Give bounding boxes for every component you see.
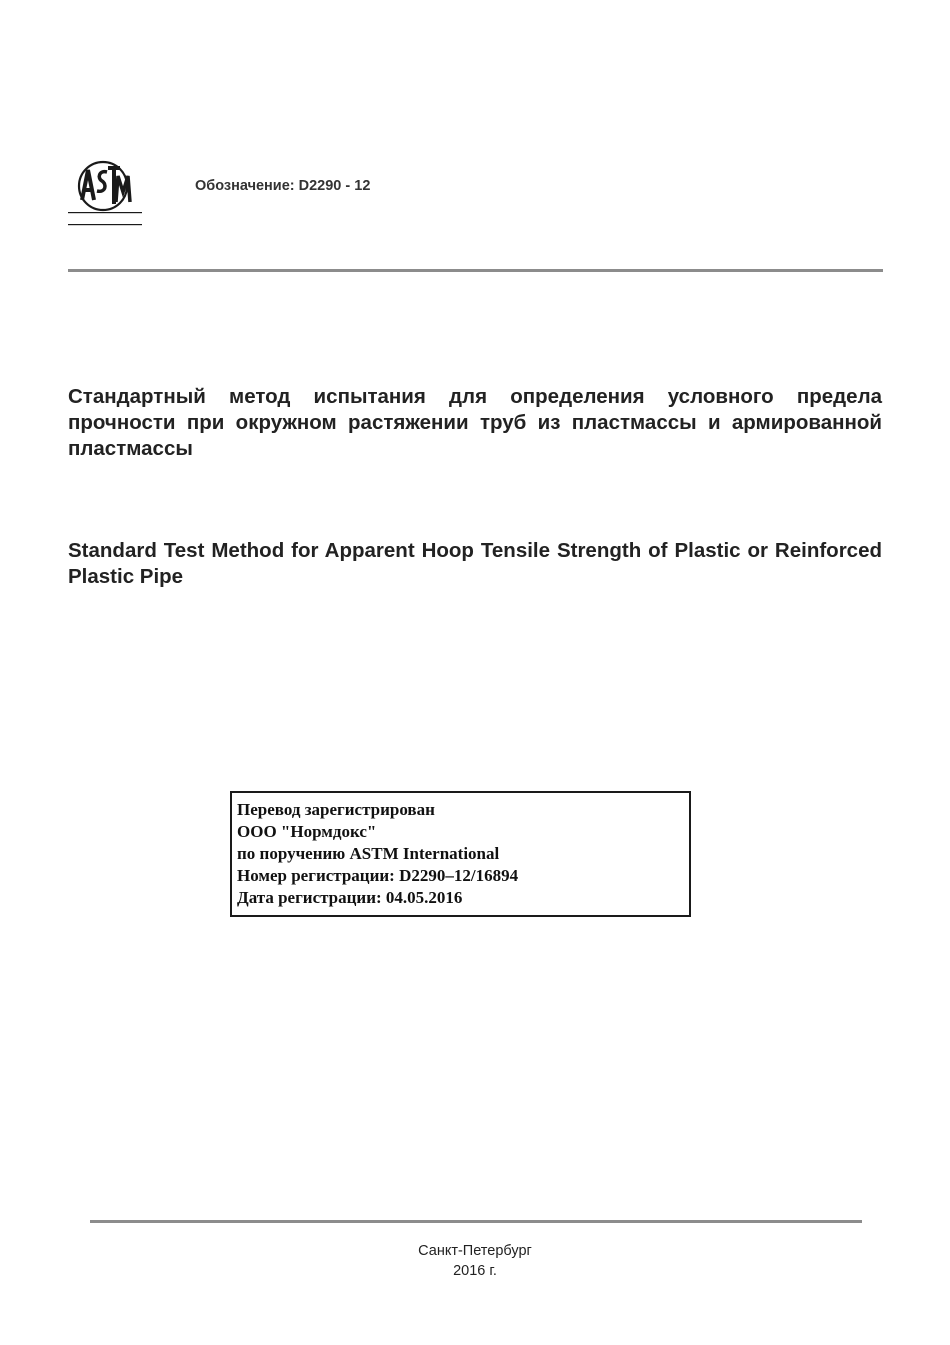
footer-city: Санкт-Петербург [418,1243,532,1259]
bottom-divider [90,1220,862,1223]
astm-logo-icon [66,160,144,228]
title-russian: Стандартный метод испытания для определения условного предела прочности при окружном растяжении труб из пластмассы и армированной пластмассы [68,385,882,460]
registration-line: Перевод зарегистрирован [237,800,435,819]
designation: Обозначение: D2290 - 12 [195,178,371,194]
registration-box [230,791,691,917]
footer-year: 2016 г. [453,1263,497,1279]
registration-line: ООО "Нормдокс" [237,822,377,841]
astm-logo [66,160,144,228]
registration-number: Номер регистрации: D2290–12/16894 [237,866,519,885]
title-english: Standard Test Method for Apparent Hoop Tensile Strength of Plastic or Reinforced Plastic Pipe [68,539,882,588]
registration-line: по поручению ASTM International [237,844,500,863]
top-divider [68,269,883,272]
registration-date: Дата регистрации: 04.05.2016 [237,888,463,907]
